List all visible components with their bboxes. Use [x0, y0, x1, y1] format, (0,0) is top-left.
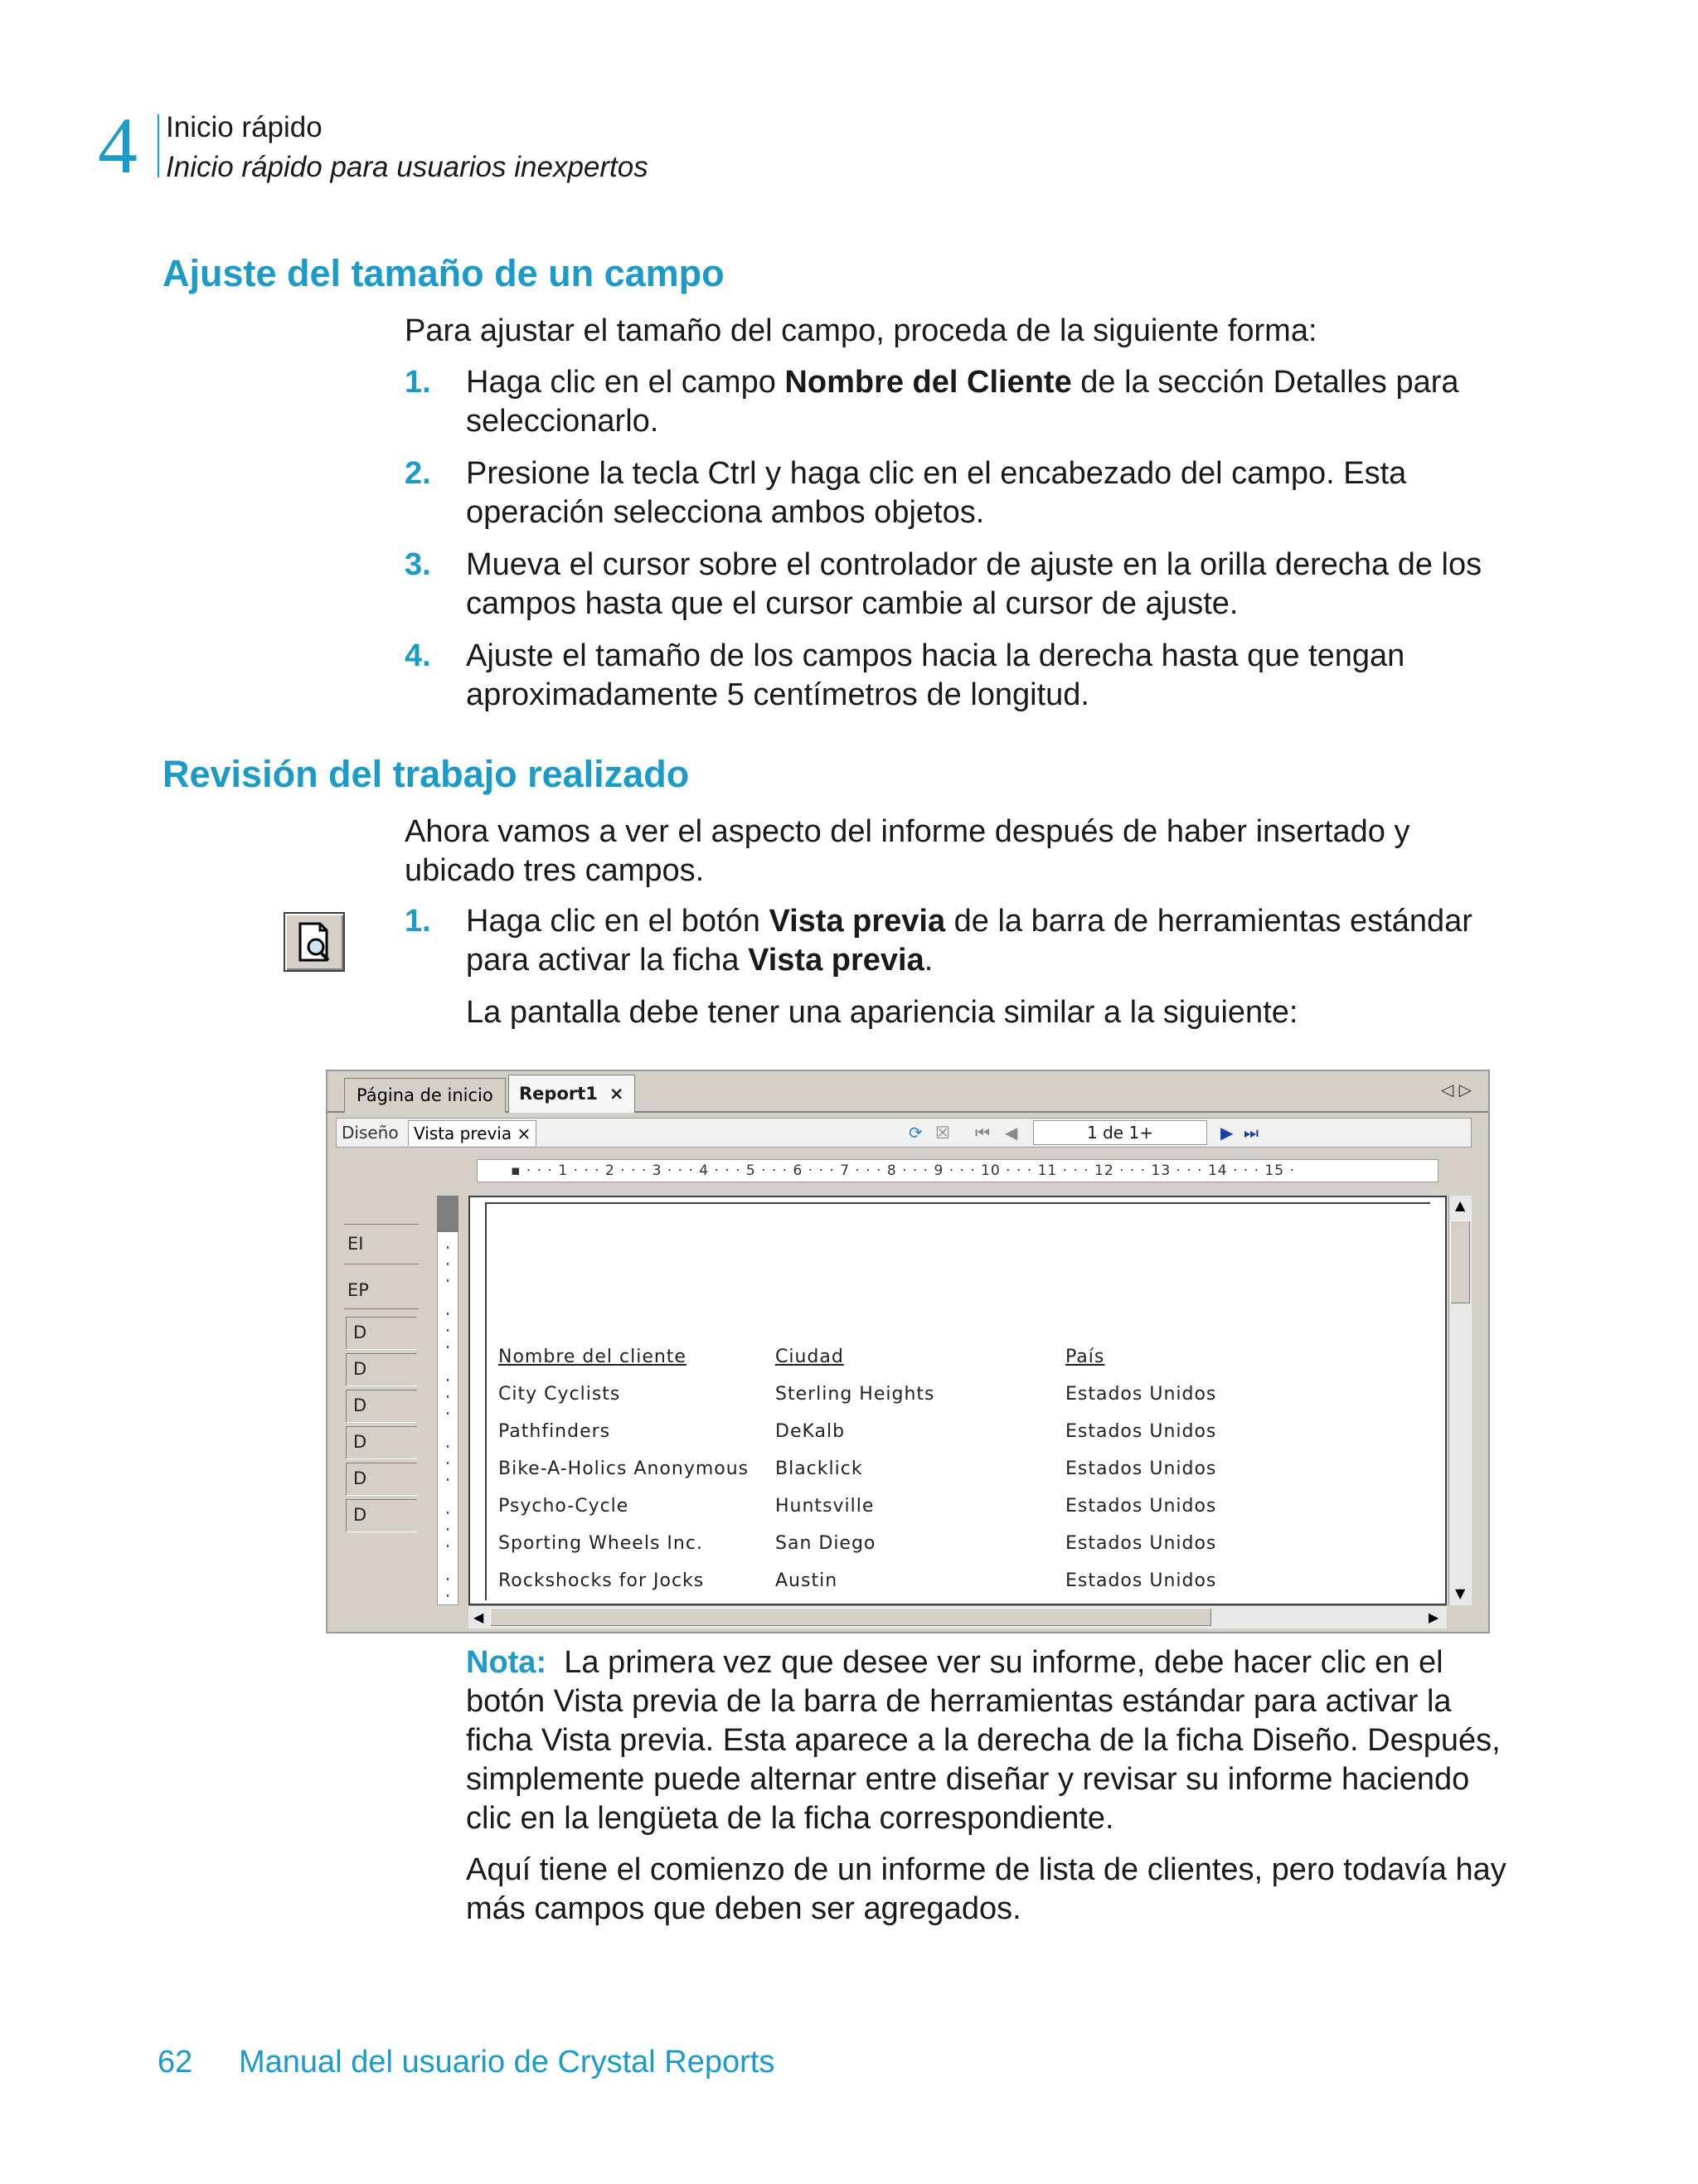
note-label: Nota:	[466, 1645, 547, 1680]
scroll-down-icon[interactable]: ▼	[1455, 1585, 1466, 1601]
table-cell: Estados Unidos	[1065, 1533, 1217, 1554]
chapter-subtitle: Inicio rápido para usuarios inexpertos	[166, 151, 648, 183]
table-cell: City Cyclists	[498, 1384, 621, 1405]
scroll-up-icon[interactable]: ▲	[1455, 1197, 1466, 1213]
scroll-right-icon[interactable]: ▶	[1429, 1609, 1439, 1625]
table-cell: San Diego	[775, 1533, 876, 1554]
table-cell: Estados Unidos	[1065, 1458, 1217, 1479]
step-number: 1.	[405, 365, 431, 400]
report-page	[485, 1202, 1430, 1600]
table-cell: Psycho-Cycle	[498, 1496, 629, 1517]
first-page-icon[interactable]: ⏮	[975, 1123, 990, 1143]
column-header-pais: País	[1065, 1347, 1105, 1367]
tab-report1[interactable]: Report1 ×	[508, 1075, 635, 1113]
section-divider	[344, 1308, 419, 1309]
footer-title: Manual del usuario de Crystal Reports	[239, 2045, 775, 2080]
table-cell: Sterling Heights	[775, 1384, 935, 1405]
tab-scroll-arrows[interactable]: ◁ ▷	[1440, 1080, 1472, 1099]
detail-section: D	[346, 1390, 417, 1423]
table-cell: Sporting Wheels Inc.	[498, 1533, 703, 1554]
scroll-thumb[interactable]	[490, 1608, 1211, 1626]
chapter-divider	[158, 114, 159, 177]
table-cell: Estados Unidos	[1065, 1570, 1217, 1591]
print-preview-icon	[284, 912, 345, 972]
closing-paragraph: Aquí tiene el comienzo de un informe de lista de clientes, pero todavía hay más campos que deben ser agregados.	[466, 1852, 1506, 1926]
step-3-text: Mueva el cursor sobre el controlador de ajuste en la orilla derecha de los campos hasta que el cursor cambie al cursor de ajuste.	[466, 547, 1482, 621]
horizontal-ruler: ▪ · · · 1 · · · 2 · · · 3 · · · 4 · · · 5 · · · 6 · · · 7 · · · 8 · · · 9 · · · 10 · · · 11 · · · 12 · · · 13 · · · 14 · · · 15 ·	[477, 1159, 1438, 1182]
table-cell: Estados Unidos	[1065, 1384, 1217, 1405]
refresh-icon[interactable]: ⟳	[909, 1123, 923, 1143]
step-number: 4.	[405, 638, 431, 673]
close-icon[interactable]: ×	[609, 1084, 624, 1104]
step-number: 3.	[405, 547, 431, 582]
step-number: 2.	[405, 456, 431, 491]
horizontal-scrollbar[interactable]	[468, 1605, 1447, 1628]
vertical-ruler-marker	[437, 1196, 458, 1232]
close-icon[interactable]: ×	[517, 1124, 531, 1143]
after-step-text: La pantalla debe tener una apariencia similar a la siguiente:	[466, 995, 1298, 1030]
table-cell: Blacklick	[775, 1458, 863, 1479]
stop-icon[interactable]: ☒	[935, 1123, 950, 1143]
section-divider	[344, 1224, 419, 1225]
step-number: 1.	[405, 904, 431, 939]
scroll-thumb[interactable]	[1450, 1221, 1470, 1303]
section1-intro: Para ajustar el tamaño del campo, proceda de la siguiente forma:	[405, 313, 1317, 348]
crystal-reports-screenshot	[326, 1070, 1490, 1633]
tab-preview[interactable]: Vista previa ×	[408, 1120, 536, 1146]
page-indicator[interactable]: 1 de 1+	[1033, 1120, 1207, 1145]
step-preview-text: Haga clic en el botón Vista previa de la barra de herramientas estándar para activar la ficha Vista previa.	[466, 904, 1472, 978]
detail-section: D	[346, 1499, 417, 1532]
column-header-ciudad: Ciudad	[775, 1347, 844, 1367]
vertical-scrollbar[interactable]	[1448, 1196, 1472, 1605]
table-cell: Bike-A-Holics Anonymous	[498, 1458, 750, 1479]
detail-section: D	[346, 1426, 417, 1459]
note-paragraph: Nota: La primera vez que desee ver su informe, debe hacer clic en el botón Vista previa de la barra de herramientas estándar para activar la ficha Vista previa. Esta aparece a la derecha de la ficha Diseño. Después, simplemente puede alternar entre diseñar y revisar su informe haciendo clic en la lengüeta de la ficha correspondiente.	[466, 1645, 1501, 1836]
detail-section: D	[346, 1353, 417, 1386]
scroll-left-icon[interactable]: ◀	[473, 1609, 484, 1625]
chapter-number: 4	[98, 101, 138, 190]
section2-intro: Ahora vamos a ver el aspecto del informe después de haber insertado y ubicado tres campos.	[405, 814, 1410, 888]
table-cell: Huntsville	[775, 1496, 875, 1517]
section-heading-ajuste: Ajuste del tamaño de un campo	[163, 252, 725, 294]
document-tab-bar	[327, 1071, 1488, 1113]
tab-start-page[interactable]: Página de inicio	[344, 1078, 506, 1113]
view-tab-bar	[336, 1118, 1472, 1148]
last-page-icon[interactable]: ⏭	[1244, 1123, 1259, 1143]
table-cell: Estados Unidos	[1065, 1421, 1217, 1442]
page-number: 62	[158, 2045, 193, 2080]
table-cell: Rockshocks for Jocks	[498, 1570, 705, 1591]
step-1-text: Haga clic en el campo Nombre del Cliente de la sección Detalles para seleccionarlo.	[466, 365, 1459, 439]
table-cell: Estados Unidos	[1065, 1496, 1217, 1517]
report-preview-canvas	[468, 1196, 1447, 1605]
chapter-title: Inicio rápido	[166, 111, 323, 143]
vertical-ruler	[437, 1196, 458, 1605]
section-label-ep: EP	[347, 1280, 369, 1300]
column-header-cliente: Nombre del cliente	[498, 1347, 686, 1367]
tab-design[interactable]: Diseño	[342, 1123, 399, 1143]
table-cell: DeKalb	[775, 1421, 846, 1442]
section-label-ei: EI	[347, 1234, 364, 1254]
step-4-text: Ajuste el tamaño de los campos hacia la derecha hasta que tengan aproximadamente 5 centímetros de longitud.	[466, 638, 1405, 712]
detail-section: D	[346, 1317, 417, 1350]
previous-page-icon[interactable]: ◀	[1005, 1123, 1018, 1143]
detail-section: D	[346, 1463, 417, 1496]
section-heading-revision: Revisión del trabajo realizado	[163, 753, 690, 795]
table-cell: Austin	[775, 1570, 838, 1591]
step-2-text: Presione la tecla Ctrl y haga clic en el encabezado del campo. Esta operación selecciona ambos objetos.	[466, 456, 1407, 530]
table-cell: Pathfinders	[498, 1421, 611, 1442]
next-page-icon[interactable]: ▶	[1220, 1123, 1234, 1143]
